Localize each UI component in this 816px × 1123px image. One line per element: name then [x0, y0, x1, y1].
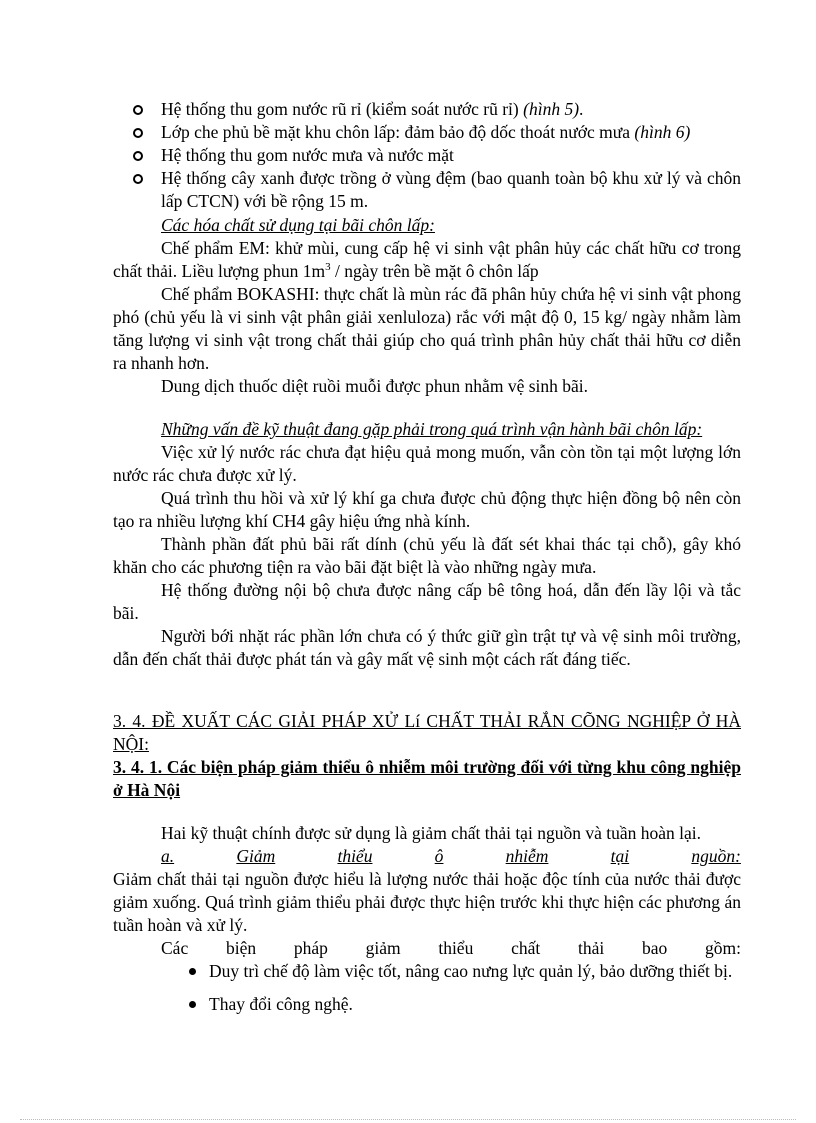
issue-paragraph: Người bới nhặt rác phần lớn chưa có ý thức giữ gìn trật tự và vệ sinh môi trường, dẫn đến chất thải được phát tán và gây mất vệ sinh một cách rất đáng tiếc.: [113, 626, 741, 669]
chem-fly-paragraph: Dung dịch thuốc diệt ruồi muỗi được phun nhằm vệ sinh bãi.: [161, 376, 589, 396]
hollow-bullet-icon: [133, 174, 143, 184]
issue-paragraph: Hệ thống đường nội bộ chưa được nâng cấp bê tông hoá, dẫn đến lầy lội và tắc bãi.: [113, 580, 741, 623]
equipment-bullet-list: [113, 98, 741, 213]
bullet-item: Hệ thống thu gom nước rũ rỉ (kiểm soát nước rũ rỉ) (hình 5).: [113, 98, 741, 121]
bullet-item: Hệ thống thu gom nước mưa và nước mặt: [113, 144, 741, 167]
measures-lead: Các biện pháp giảm thiểu chất thải bao gồm:: [161, 938, 741, 958]
measure-item: Duy trì chế độ làm việc tốt, nâng cao nưng lực quản lý, bảo dưỡng thiết bị.: [113, 960, 741, 983]
intro-paragraph: Hai kỹ thuật chính được sử dụng là giảm chất thải tại nguồn và tuần hoàn lại.: [161, 823, 701, 843]
measure-item: Thay đổi công nghệ.: [113, 993, 741, 1016]
sub-a-paragraph: Giảm chất thải tại nguồn được hiểu là lượng nước thải hoặc độc tính của nước thải được giảm xuống. Quá trình giảm thiểu phải được thực hiện trước khi thực hiện các phương án tuần hoàn và xử lý.: [113, 869, 741, 935]
filled-bullet-icon: [189, 1001, 196, 1008]
section-3-4: [113, 710, 741, 1016]
page-bottom-border: [20, 1119, 796, 1120]
issues-section: [113, 418, 741, 671]
hollow-bullet-icon: [133, 151, 143, 161]
hollow-bullet-icon: [133, 105, 143, 115]
section-title: 3. 4. ĐỀ XUẤT CÁC GIẢI PHÁP XỬ Lí CHẤT THẢI RẮN CÕNG NGHIỆP Ở HÀ NỘI:: [113, 711, 741, 754]
chemicals-section: [113, 214, 741, 398]
issue-paragraph: Quá trình thu hồi và xử lý khí ga chưa được chủ động thực hiện đồng bộ nên còn tạo ra nhiều lượng khí CH4 gây hiệu ứng nhà kính.: [113, 488, 741, 531]
measures-list: [113, 960, 741, 1016]
issue-paragraph: Việc xử lý nước rác chưa đạt hiệu quả mong muốn, vẫn còn tồn tại một lượng lớn nước rác chưa được xử lý.: [113, 442, 741, 485]
chem-em-paragraph: Chế phẩm EM: khử mùi, cung cấp hệ vi sinh vật phân hủy các chất hữu cơ trong chất thải. Liều lượng phun $1m^3$ / ngày trên bề mặt ô chôn lấp: [113, 238, 741, 281]
issues-heading: Những vấn đề kỹ thuật đang gặp phải trong quá trình vận hành bãi chôn lấp:: [161, 419, 703, 439]
issue-paragraph: Thành phần đất phủ bãi rất dính (chủ yếu là đất sét khai thác tại chỗ), gây khó khăn cho các phương tiện ra vào bãi đặt biệt là vào những ngày mưa.: [113, 534, 741, 577]
bullet-item: Hệ thống cây xanh được trồng ở vùng đệm (bao quanh toàn bộ khu xử lý và chôn lấp CTCN) với bề rộng 15 m.: [113, 167, 741, 213]
chemicals-heading: Các hóa chất sử dụng tại bãi chôn lấp:: [161, 215, 435, 235]
filled-bullet-icon: [189, 968, 196, 975]
hollow-bullet-icon: [133, 128, 143, 138]
subsection-title: 3. 4. 1. Các biện pháp giảm thiểu ô nhiễm môi trường đối với từng khu công nghiệp ở Hà Nội: [113, 757, 741, 800]
chem-bokashi-paragraph: Chế phẩm BOKASHI: thực chất là mùn rác đã phân hủy chứa hệ vi sinh vật phong phó (chủ yếu là vi sinh vật phân giải xenluloza) rắc với mật độ 0, 15 kg/ ngày nhằm làm tăng lượng vi sinh vật trong chất thải giúp cho quá trình phân hủy chất thải hữu cơ diễn ra nhanh hơn.: [113, 284, 741, 373]
sub-heading-a: a. Giảm thiểu ô nhiễm tại nguồn:: [161, 846, 741, 866]
bullet-item: Lớp che phủ bề mặt khu chôn lấp: đảm bảo độ dốc thoát nước mưa (hình 6): [113, 121, 741, 144]
